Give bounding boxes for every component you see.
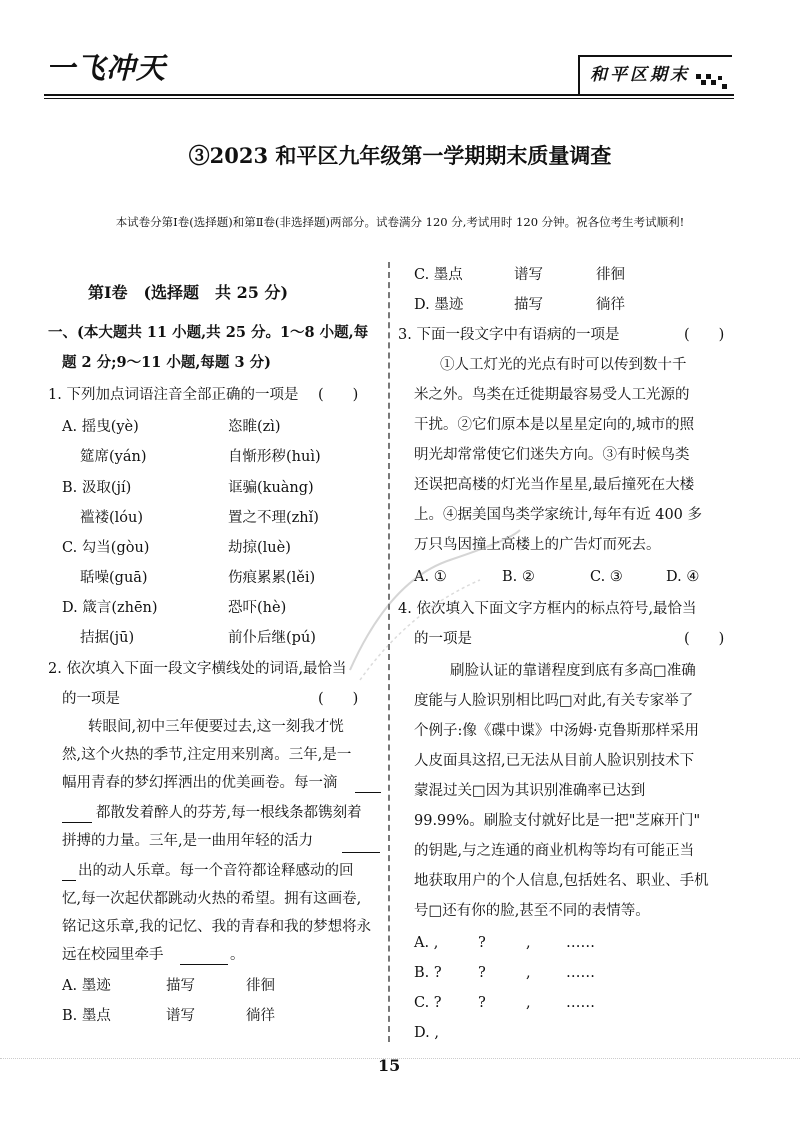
q2-passage-line: 出的动人乐章。每一个音符都诠释感动的回 bbox=[78, 863, 354, 879]
q3-passage-line: ①人工灯光的光点有时可以传到数十千 bbox=[440, 357, 687, 373]
q3-passage-line: 明光却常常使它们迷失方向。③有时候鸟类 bbox=[414, 447, 690, 463]
q2-option: 徘徊 bbox=[596, 267, 625, 283]
q4-passage-line: 地获取用户的个人信息,包括姓名、职业、手机 bbox=[414, 873, 709, 889]
section-intro-line1: 一、(本大题共 11 小题,共 25 分。1～8 小题,每 bbox=[48, 324, 369, 341]
q4-passage-line: 蒙混过关□因为其识别准确率已达到 bbox=[414, 783, 646, 799]
q2-blank-1-cont bbox=[62, 822, 92, 823]
q4-passage-line: 99.99%。刷脸支付就好比是一把"芝麻开门" bbox=[414, 813, 701, 829]
q4-option-mark: ? bbox=[478, 935, 486, 951]
q1-item: 褴褛(lóu) bbox=[80, 510, 144, 526]
q2-passage-line: 忆,每一次起伏都跳动火热的希望。拥有这画卷, bbox=[62, 891, 362, 907]
q2-answer-paren: ( ) bbox=[318, 691, 359, 707]
q2-passage-line: 远在校园里牵手 bbox=[62, 947, 164, 963]
q4-option-mark: …… bbox=[566, 995, 595, 1011]
q2-option: 徘徊 bbox=[246, 978, 275, 994]
page-number: 15 bbox=[378, 1056, 401, 1075]
q4-passage-line: 号□还有你的脸,甚至不同的表情等。 bbox=[414, 903, 650, 919]
q2-passage-line: 幅用青春的梦幻挥洒出的优美画卷。每一滴 bbox=[62, 775, 338, 791]
q2-blank-2 bbox=[342, 852, 380, 853]
page-title: ③2023 和平区九年级第一学期期末质量调查 bbox=[188, 143, 612, 168]
q4-option: A. , bbox=[414, 935, 439, 951]
q2-option: 徜徉 bbox=[596, 297, 625, 313]
q4-passage-line: 的钥匙,与之连通的商业机构等均有可能正当 bbox=[414, 843, 695, 859]
q4-option-mark: , bbox=[526, 935, 531, 951]
q1-stem: 1. 下列加点词语注音全部正确的一项是 bbox=[48, 387, 299, 403]
brand-logo: 一飞冲天 bbox=[46, 51, 167, 85]
q4-option-mark: ? bbox=[478, 965, 486, 981]
q2-blank-1 bbox=[355, 792, 381, 793]
q3-passage-line: 上。④据美国鸟类学家统计,每年有近 400 多 bbox=[414, 507, 703, 523]
q3-passage-line: 米之外。鸟类在迁徙期最容易受人工光源的 bbox=[414, 387, 690, 403]
q2-option: C. 墨点 bbox=[414, 267, 463, 283]
q2-option: D. 墨迹 bbox=[414, 297, 464, 313]
q4-answer-paren: ( ) bbox=[684, 631, 725, 647]
q4-option: C. ? bbox=[414, 995, 442, 1011]
q2-stem-line1: 2. 依次填入下面一段文字横线处的词语,最恰当 bbox=[48, 661, 347, 677]
q4-passage-line: 人皮面具这招,已无法从目前人脸识别技术下 bbox=[414, 753, 695, 769]
q2-passage-line: 铭记这乐章,我的记忆、我的青春和我的梦想将永 bbox=[62, 919, 372, 935]
q1-item: 前仆后继(pú) bbox=[228, 630, 316, 646]
q4-stem-line1: 4. 依次填入下面文字方框内的标点符号,最恰当 bbox=[398, 601, 697, 617]
q4-option-mark: , bbox=[526, 995, 531, 1011]
q1-item: B. 汲取(jí) bbox=[62, 480, 132, 496]
q4-passage-line: 度能与人脸识别相比吗□对此,有关专家举了 bbox=[414, 693, 694, 709]
section-intro-line2: 题 2 分;9～11 小题,每题 3 分) bbox=[62, 354, 271, 371]
q2-blank-3 bbox=[180, 964, 228, 965]
q3-passage-line: 还误把高楼的灯光当作星星,最后撞死在大楼 bbox=[414, 477, 695, 493]
q1-item: 自惭形秽(huì) bbox=[228, 449, 321, 465]
q2-option: 谱写 bbox=[166, 1008, 195, 1024]
q2-passage-line: 然,这个火热的季节,注定用来别离。三年,是一 bbox=[62, 747, 352, 763]
q4-passage-line: 个例子:像《碟中谍》中汤姆·克鲁斯那样采用 bbox=[414, 723, 699, 739]
q2-blank-2-cont bbox=[62, 880, 76, 881]
q4-stem-line2: 的一项是 bbox=[414, 631, 472, 647]
q4-option-mark: , bbox=[526, 965, 531, 981]
q1-answer-paren: ( ) bbox=[318, 387, 359, 403]
q3-option-c: C. ③ bbox=[590, 569, 623, 585]
q2-passage-line: 都散发着醉人的芬芳,每一根线条都镌刻着 bbox=[96, 805, 362, 821]
q1-item: 拮据(jū) bbox=[80, 630, 135, 646]
q3-passage-line: 干扰。②它们原本是以星星定向的,城市的照 bbox=[414, 417, 695, 433]
checker-decoration-icon bbox=[694, 70, 730, 92]
q4-option: D. , bbox=[414, 1025, 439, 1041]
q2-option: 描写 bbox=[166, 978, 195, 994]
q2-option: 徜徉 bbox=[246, 1008, 275, 1024]
q1-item: C. 勾当(gòu) bbox=[62, 540, 150, 556]
exam-notice: 本试卷分第Ⅰ卷(选择题)和第Ⅱ卷(非选择题)两部分。试卷满分 120 分,考试用时 120 分钟。祝各位考生考试顺利! bbox=[115, 215, 685, 229]
q1-item: 伤痕累累(lěi) bbox=[228, 570, 316, 586]
q3-answer-paren: ( ) bbox=[684, 327, 725, 343]
q2-passage-line: 拼搏的力量。三年,是一曲用年轻的活力 bbox=[62, 833, 314, 849]
q2-option: 谱写 bbox=[514, 267, 543, 283]
q1-item: 劫掠(luè) bbox=[228, 540, 291, 556]
q1-item: 筵席(yán) bbox=[80, 449, 147, 465]
q1-item: 诓骗(kuàng) bbox=[228, 480, 314, 496]
q1-item: D. 箴言(zhēn) bbox=[62, 600, 158, 616]
q2-passage-end: 。 bbox=[230, 947, 245, 963]
q3-option-d: D. ④ bbox=[666, 569, 700, 585]
q2-option: 描写 bbox=[514, 297, 543, 313]
q1-item: 恐吓(hè) bbox=[228, 600, 287, 616]
q2-option: B. 墨点 bbox=[62, 1008, 111, 1024]
q3-stem: 3. 下面一段文字中有语病的一项是 bbox=[398, 327, 620, 343]
q4-option-mark: ? bbox=[478, 995, 486, 1011]
section-heading: 第Ⅰ卷 (选择题 共 25 分) bbox=[88, 283, 289, 302]
q1-item: 置之不理(zhǐ) bbox=[228, 510, 319, 526]
q1-item: 恣睢(zì) bbox=[228, 419, 281, 435]
q4-option: B. ? bbox=[414, 965, 442, 981]
q4-passage-line: 刷脸认证的靠谱程度到底有多高□准确 bbox=[450, 663, 696, 679]
q2-stem-line2: 的一项是 bbox=[62, 691, 120, 707]
q4-option-mark: …… bbox=[566, 935, 595, 951]
header-rule-thin bbox=[44, 98, 734, 99]
q3-passage-line: 万只鸟因撞上高楼上的广告灯而死去。 bbox=[414, 537, 661, 553]
q1-item: 聒噪(guā) bbox=[80, 570, 148, 586]
q4-option-mark: …… bbox=[566, 965, 595, 981]
watermark-stamp bbox=[330, 520, 530, 690]
q3-option-a: A. ① bbox=[414, 569, 447, 585]
q1-item: A. 摇曳(yè) bbox=[62, 419, 139, 435]
q3-option-b: B. ② bbox=[502, 569, 535, 585]
q2-option: A. 墨迹 bbox=[62, 978, 111, 994]
header-tag: 和平区期末 bbox=[590, 65, 690, 85]
q2-passage-line: 转眼间,初中三年便要过去,这一刻我才恍 bbox=[88, 719, 344, 735]
